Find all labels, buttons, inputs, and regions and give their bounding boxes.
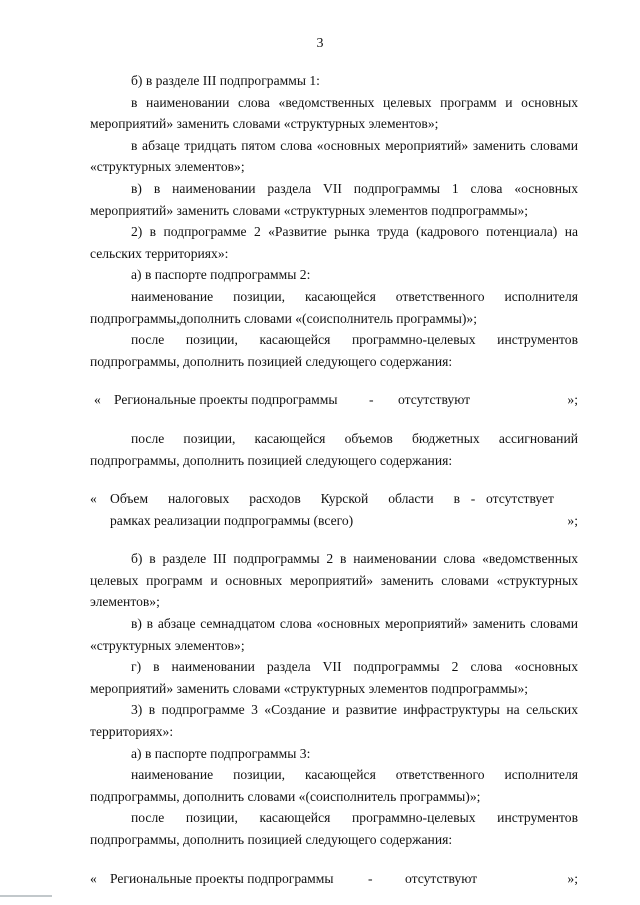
paragraph: после позиции, касающейся объемов бюджетных ассигнований подпрограммы, дополнить позицией следующего содержания:	[90, 430, 578, 468]
inserted-position-row	[90, 868, 578, 890]
paragraph: наименование позиции, касающейся ответственного исполнителя подпрограммы, дополнить словами «(соисполнитель программы)»;	[90, 767, 578, 804]
paragraph: наименование позиции, касающейся ответственного исполнителя подпрограммы,дополнить словами «(соисполнитель программы)»;	[90, 288, 578, 326]
paragraph: после позиции, касающейся программно-целевых инструментов подпрограммы, дополнить позицией следующего содержания:	[90, 810, 578, 847]
position-name: Объем налоговых расходов Курской области в	[110, 491, 460, 507]
position-name-continued: рамках реализации подпрограммы (всего)	[110, 512, 354, 528]
paragraph: б) в разделе III подпрограммы 2 в наименовании слова «ведомственных целевых программ и основных мероприятий» заменить словами «структурных элементов»;	[90, 551, 578, 610]
open-quote: «	[90, 491, 97, 507]
paragraph: 3) в подпрограмме 3 «Создание и развитие инфраструктуры на сельских территориях»:	[90, 702, 578, 740]
paragraph: а) в паспорте подпрограммы 2:	[131, 267, 311, 283]
close-quote: »;	[567, 870, 578, 886]
paragraph: б) в разделе III подпрограммы 1:	[131, 73, 320, 88]
inserted-position-row	[90, 488, 578, 510]
position-dash: -	[369, 392, 374, 408]
position-name: Региональные проекты подпрограммы	[114, 392, 338, 408]
paragraph: в) в абзаце семнадцатом слова «основных мероприятий» заменить словами «структурных элементов»;	[90, 616, 578, 653]
position-dash: -	[470, 491, 476, 507]
paragraph: 2) в подпрограмме 2 «Развитие рынка труда (кадрового потенциала) на сельских территориях»:	[90, 224, 578, 261]
position-name: Региональные проекты подпрограммы	[110, 870, 334, 886]
paragraph: в наименовании слова «ведомственных целевых программ и основных мероприятий» заменить словами «структурных элементов»;	[90, 94, 578, 132]
paragraph: г) в наименовании раздела VII подпрограммы 2 слова «основных мероприятий» заменить словами «структурных элементов подпрограммы»;	[90, 659, 578, 696]
position-value: отсутствуют	[398, 392, 471, 408]
paragraph: в) в наименовании раздела VII подпрограммы 1 слова «основных мероприятий» заменить словами «структурных элементов подпрограммы»;	[90, 180, 578, 218]
inserted-position-row-continued	[90, 510, 578, 532]
document-body	[90, 70, 578, 889]
paragraph: после позиции, касающейся программно-целевых инструментов подпрограммы, дополнить позицией следующего содержания:	[90, 332, 578, 369]
close-quote: »;	[567, 392, 578, 408]
position-value: отсутствует	[486, 491, 555, 507]
inserted-position-row	[94, 389, 578, 411]
position-dash: -	[368, 870, 373, 886]
open-quote: «	[90, 870, 97, 886]
close-quote: »;	[567, 512, 578, 528]
page-number: 3	[316, 36, 324, 51]
open-quote: «	[94, 392, 101, 408]
paragraph: в абзаце тридцать пятом слова «основных мероприятий» заменить словами «структурных элементов»;	[90, 137, 578, 175]
paragraph: а) в паспорте подпрограммы 3:	[131, 745, 311, 761]
position-value: отсутствуют	[405, 870, 478, 886]
scan-artifact	[0, 895, 52, 897]
